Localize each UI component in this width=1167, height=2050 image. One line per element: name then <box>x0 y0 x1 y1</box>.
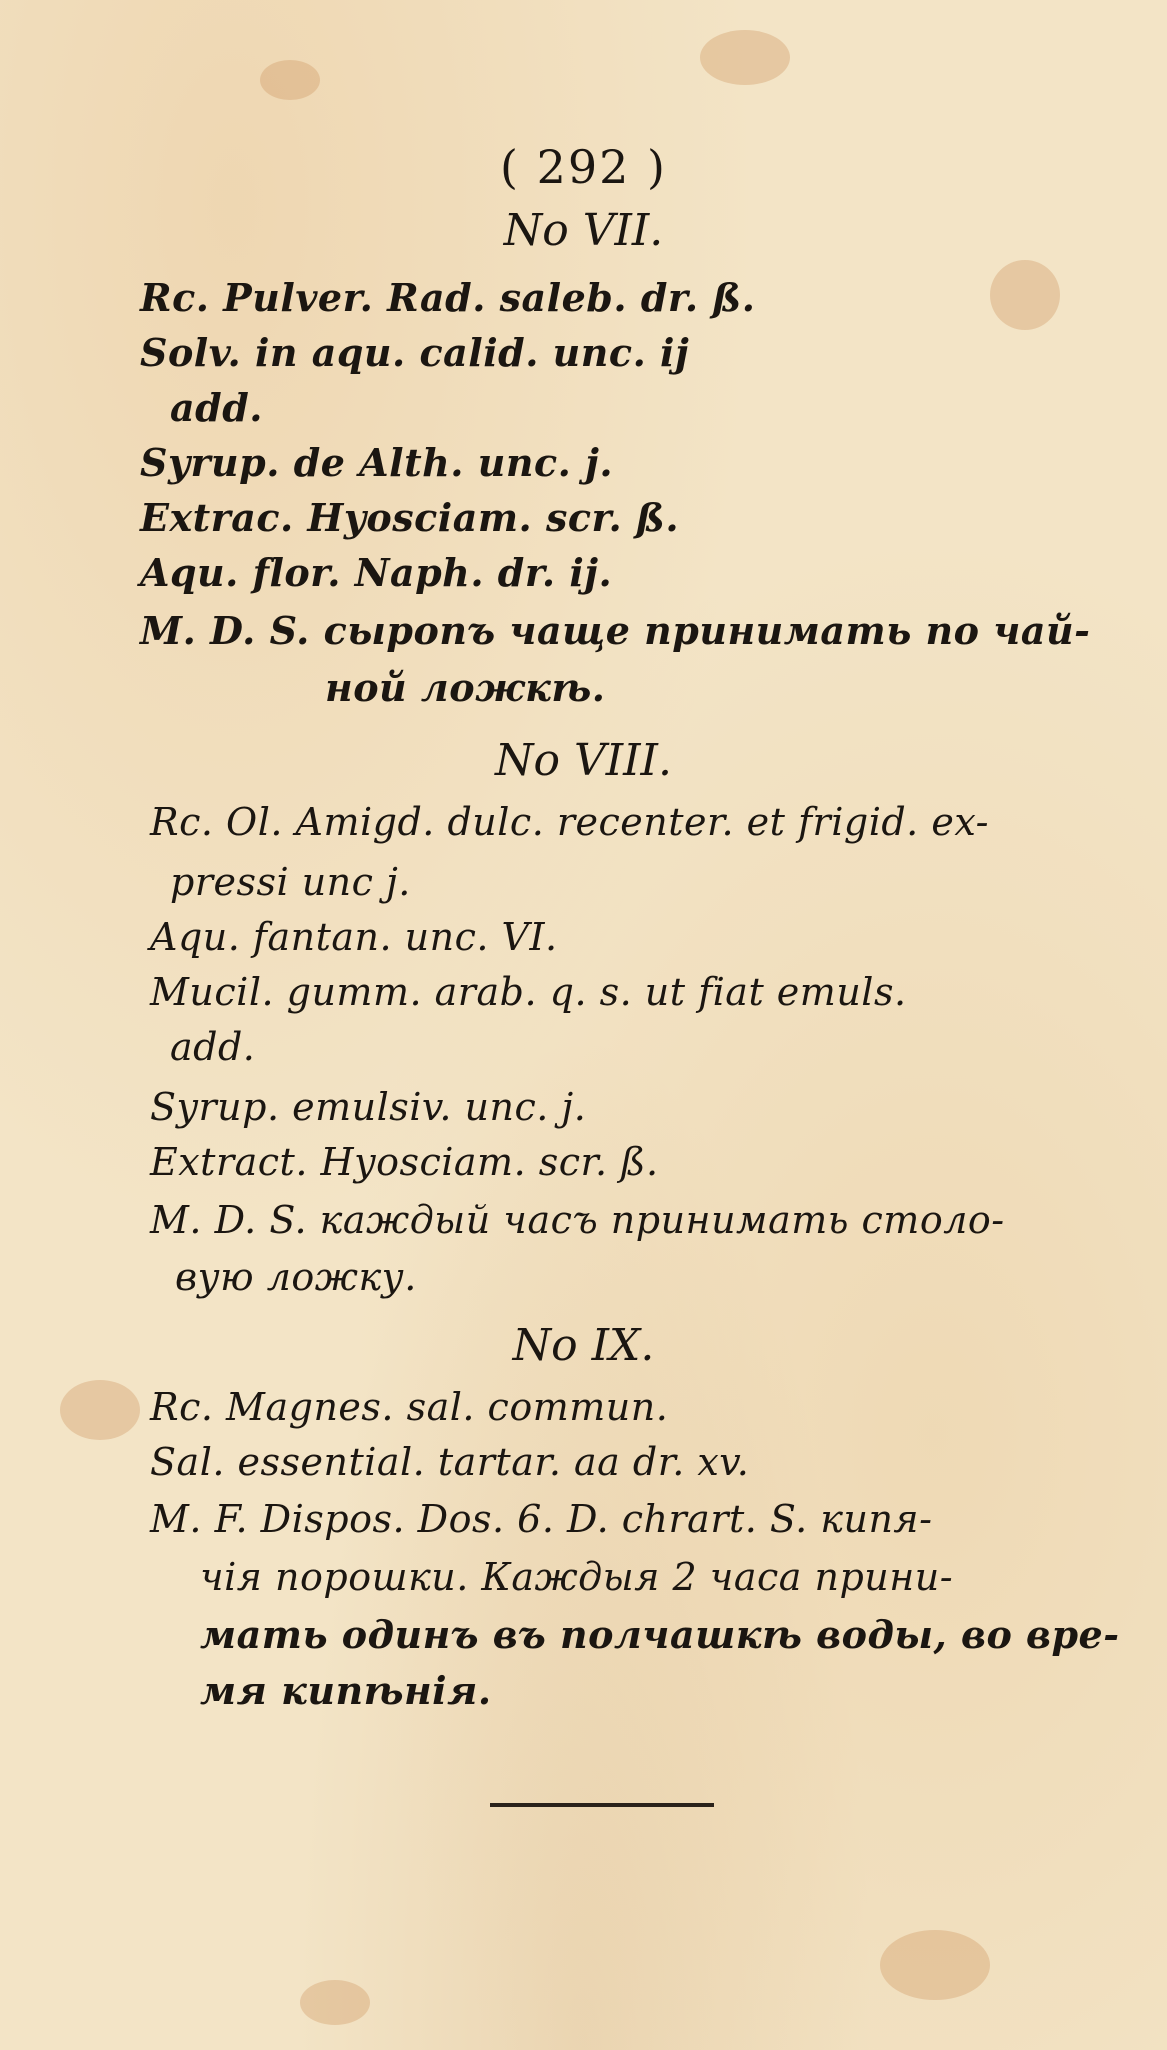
page-number: ( 292 ) <box>500 140 667 194</box>
prescription-line: Solv. in aqu. calid. unc. ij <box>140 330 690 375</box>
prescription-line: чія порошки. Каждыя 2 часа прини- <box>200 1555 954 1599</box>
section-heading: No VII. <box>503 205 664 256</box>
prescription-line: Rc. Ol. Amigd. dulc. recenter. et frigid. ex- <box>150 800 989 844</box>
prescription-line: M. D. S. сыропъ чаще принимать по чай- <box>140 608 1091 653</box>
prescription-line: pressi unc j. <box>170 860 411 904</box>
foxing-spot <box>990 260 1060 330</box>
end-rule <box>490 1803 714 1807</box>
prescription-line: ной ложкѣ. <box>325 665 606 710</box>
prescription-line: add. <box>170 1025 256 1069</box>
prescription-line: мать одинъ въ полчашкѣ воды, во вре- <box>200 1612 1120 1657</box>
prescription-line: Aqu. fantan. unc. VI. <box>150 915 558 959</box>
foxing-spot <box>880 1930 990 2000</box>
foxing-spot <box>700 30 790 85</box>
foxing-spot <box>300 1980 370 2025</box>
prescription-line: Extrac. Hyosciam. scr. ß. <box>140 495 680 540</box>
prescription-line: Rc. Magnes. sal. commun. <box>150 1385 669 1429</box>
prescription-line: Syrup. de Alth. unc. j. <box>140 440 614 485</box>
section-heading: No IX. <box>512 1320 655 1371</box>
prescription-line: Rc. Pulver. Rad. saleb. dr. ß. <box>140 275 756 320</box>
prescription-line: M. D. S. каждый часъ принимать столо- <box>150 1198 1005 1242</box>
prescription-line: вую ложку. <box>175 1255 417 1299</box>
prescription-line: M. F. Dispos. Dos. 6. D. chrart. S. кипя- <box>150 1497 933 1541</box>
prescription-line: Mucil. gumm. arab. q. s. ut fiat emuls. <box>150 970 907 1014</box>
foxing-spot <box>260 60 320 100</box>
foxing-spot <box>60 1380 140 1440</box>
prescription-line: add. <box>170 385 263 430</box>
prescription-line: Extract. Hyosciam. scr. ß. <box>150 1140 659 1184</box>
section-heading: No VIII. <box>495 735 672 786</box>
prescription-line: мя кипѣнія. <box>200 1668 492 1713</box>
prescription-line: Sal. essential. tartar. aa dr. xv. <box>150 1440 750 1484</box>
prescription-line: Syrup. emulsiv. unc. j. <box>150 1085 587 1129</box>
prescription-line: Aqu. flor. Naph. dr. ij. <box>140 550 613 595</box>
